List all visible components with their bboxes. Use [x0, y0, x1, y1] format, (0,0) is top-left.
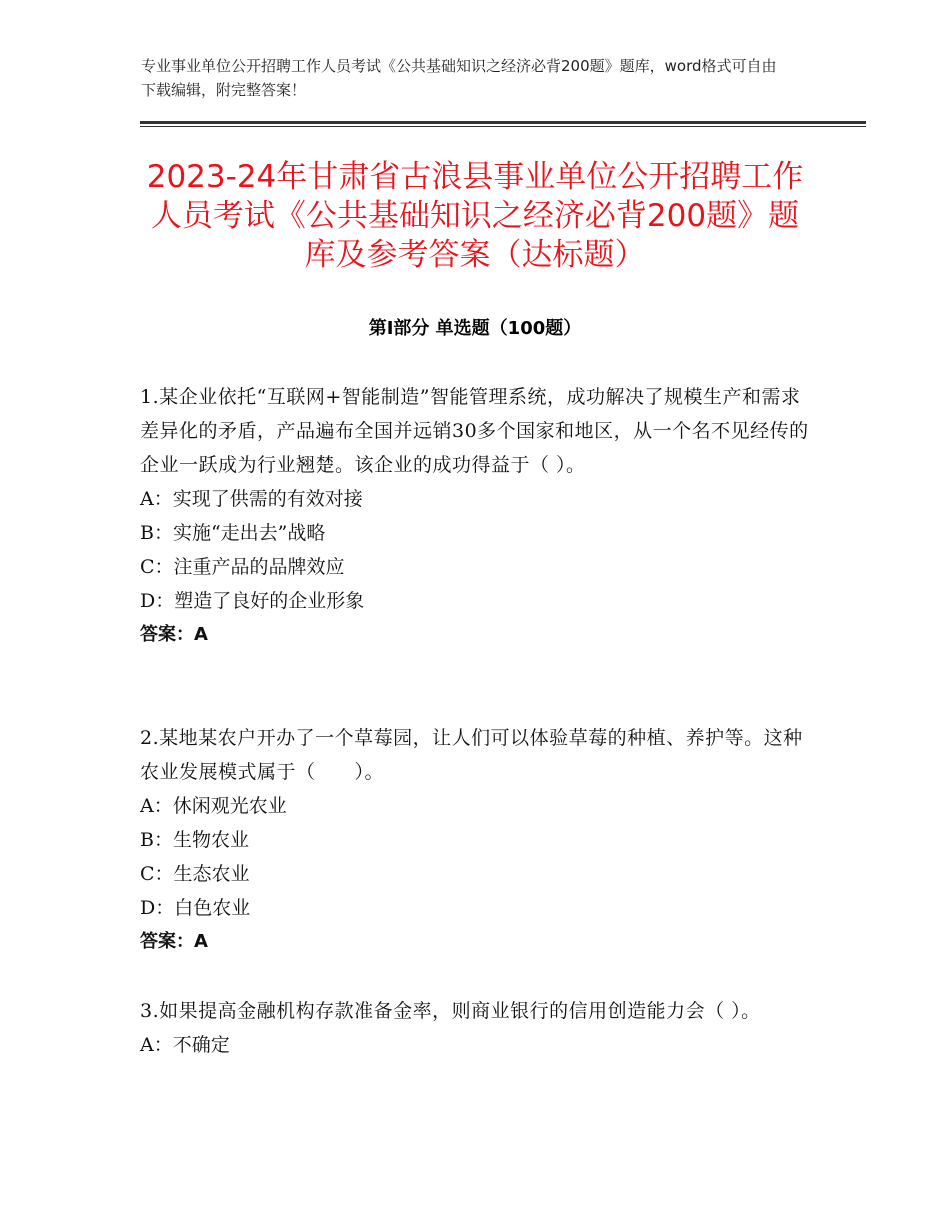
option-a: A：不确定 — [140, 1034, 230, 1056]
question-stem: 1.某企业依托“互联网+智能制造”智能管理系统，成功解决了规模生产和需求差异化的矛盾，产品遍布全国并远销30多个国家和地区，从一个名不见经传的企业一跃成为行业翘楚。该企业的成功得益于（ ）。 — [140, 386, 809, 476]
header-note: 专业事业单位公开招聘工作人员考试《公共基础知识之经济必背200题》题库，word格式可自由下载编辑，附完整答案！ — [141, 57, 777, 99]
option-a: A：休闲观光农业 — [140, 795, 287, 817]
option-a: A：实现了供需的有效对接 — [140, 488, 363, 510]
document-title: 2023-24年甘肃省古浪县事业单位公开招聘工作人员考试《公共基础知识之经济必背200题》题库及参考答案（达标题） — [146, 159, 804, 273]
answer: 答案：A — [140, 931, 208, 952]
question-stem: 3.如果提高金融机构存款准备金率，则商业银行的信用创造能力会（ ）。 — [140, 1000, 761, 1022]
section-title: 第Ⅰ部分 单选题（100题） — [368, 318, 582, 339]
option-c: C：生态农业 — [140, 863, 250, 885]
question-2 — [140, 721, 810, 959]
question-stem: 2.某地某农户开办了一个草莓园，让人们可以体验草莓的种植、养护等。这种农业发展模式属于（ ）。 — [140, 727, 803, 783]
option-b: B：实施“走出去”战略 — [140, 522, 326, 544]
answer: 答案：A — [140, 624, 208, 645]
option-b: B：生物农业 — [140, 829, 249, 851]
option-d: D：塑造了良好的企业形象 — [140, 590, 365, 612]
question-3 — [140, 994, 810, 1062]
header-divider-thick — [140, 121, 866, 124]
question-1 — [140, 380, 810, 652]
option-d: D：白色农业 — [140, 897, 251, 919]
option-c: C：注重产品的品牌效应 — [140, 556, 345, 578]
header-divider-thin — [140, 126, 866, 127]
